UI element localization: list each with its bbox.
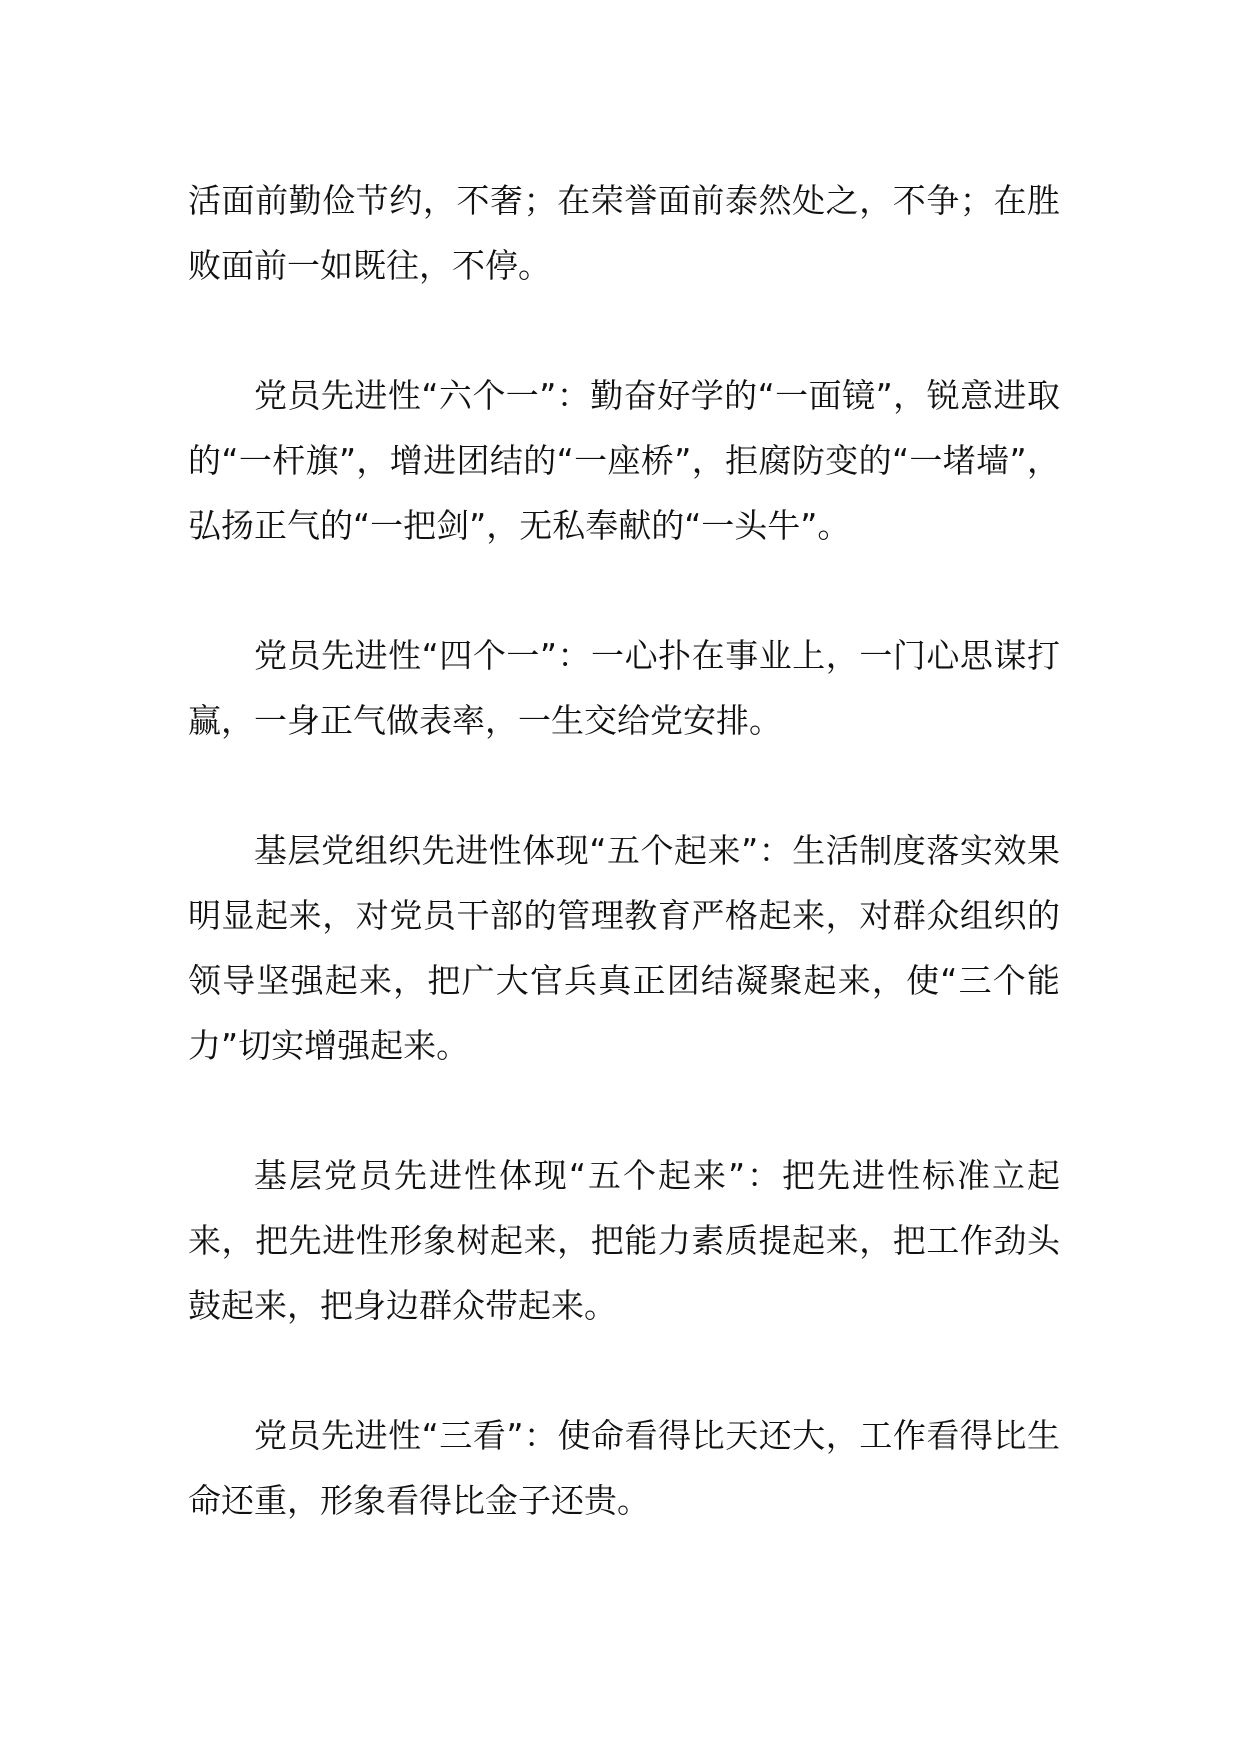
document-body xyxy=(188,168,1060,1598)
paragraph-six-ones: 党员先进性“六个一”：勤奋好学的“一面镜”，锐意进取的“一杆旗”，增进团结的“一座桥”，拒腐防变的“一堵墙”，弘扬正气的“一把剑”，无私奉献的“一头牛”。 xyxy=(188,376,1060,545)
paragraph-member-five-risings: 基层党员先进性体现“五个起来”：把先进性标准立起来，把先进性形象树起来，把能力素质提起来，把工作劲头鼓起来，把身边群众带起来。 xyxy=(188,1156,1060,1325)
paragraph-org-five-risings: 基层党组织先进性体现“五个起来”：生活制度落实效果明显起来，对党员干部的管理教育严格起来，对群众组织的领导坚强起来，把广大官兵真正团结凝聚起来，使“三个能力”切实增强起来。 xyxy=(188,831,1060,1065)
paragraph-continued: 活面前勤俭节约，不奢；在荣誉面前泰然处之，不争；在胜败面前一如既往，不停。 xyxy=(188,181,1060,285)
paragraph-three-looks: 党员先进性“三看”：使命看得比天还大，工作看得比生命还重，形象看得比金子还贵。 xyxy=(188,1416,1060,1520)
paragraph-four-ones: 党员先进性“四个一”：一心扑在事业上，一门心思谋打赢，一身正气做表率，一生交给党安排。 xyxy=(188,636,1060,740)
